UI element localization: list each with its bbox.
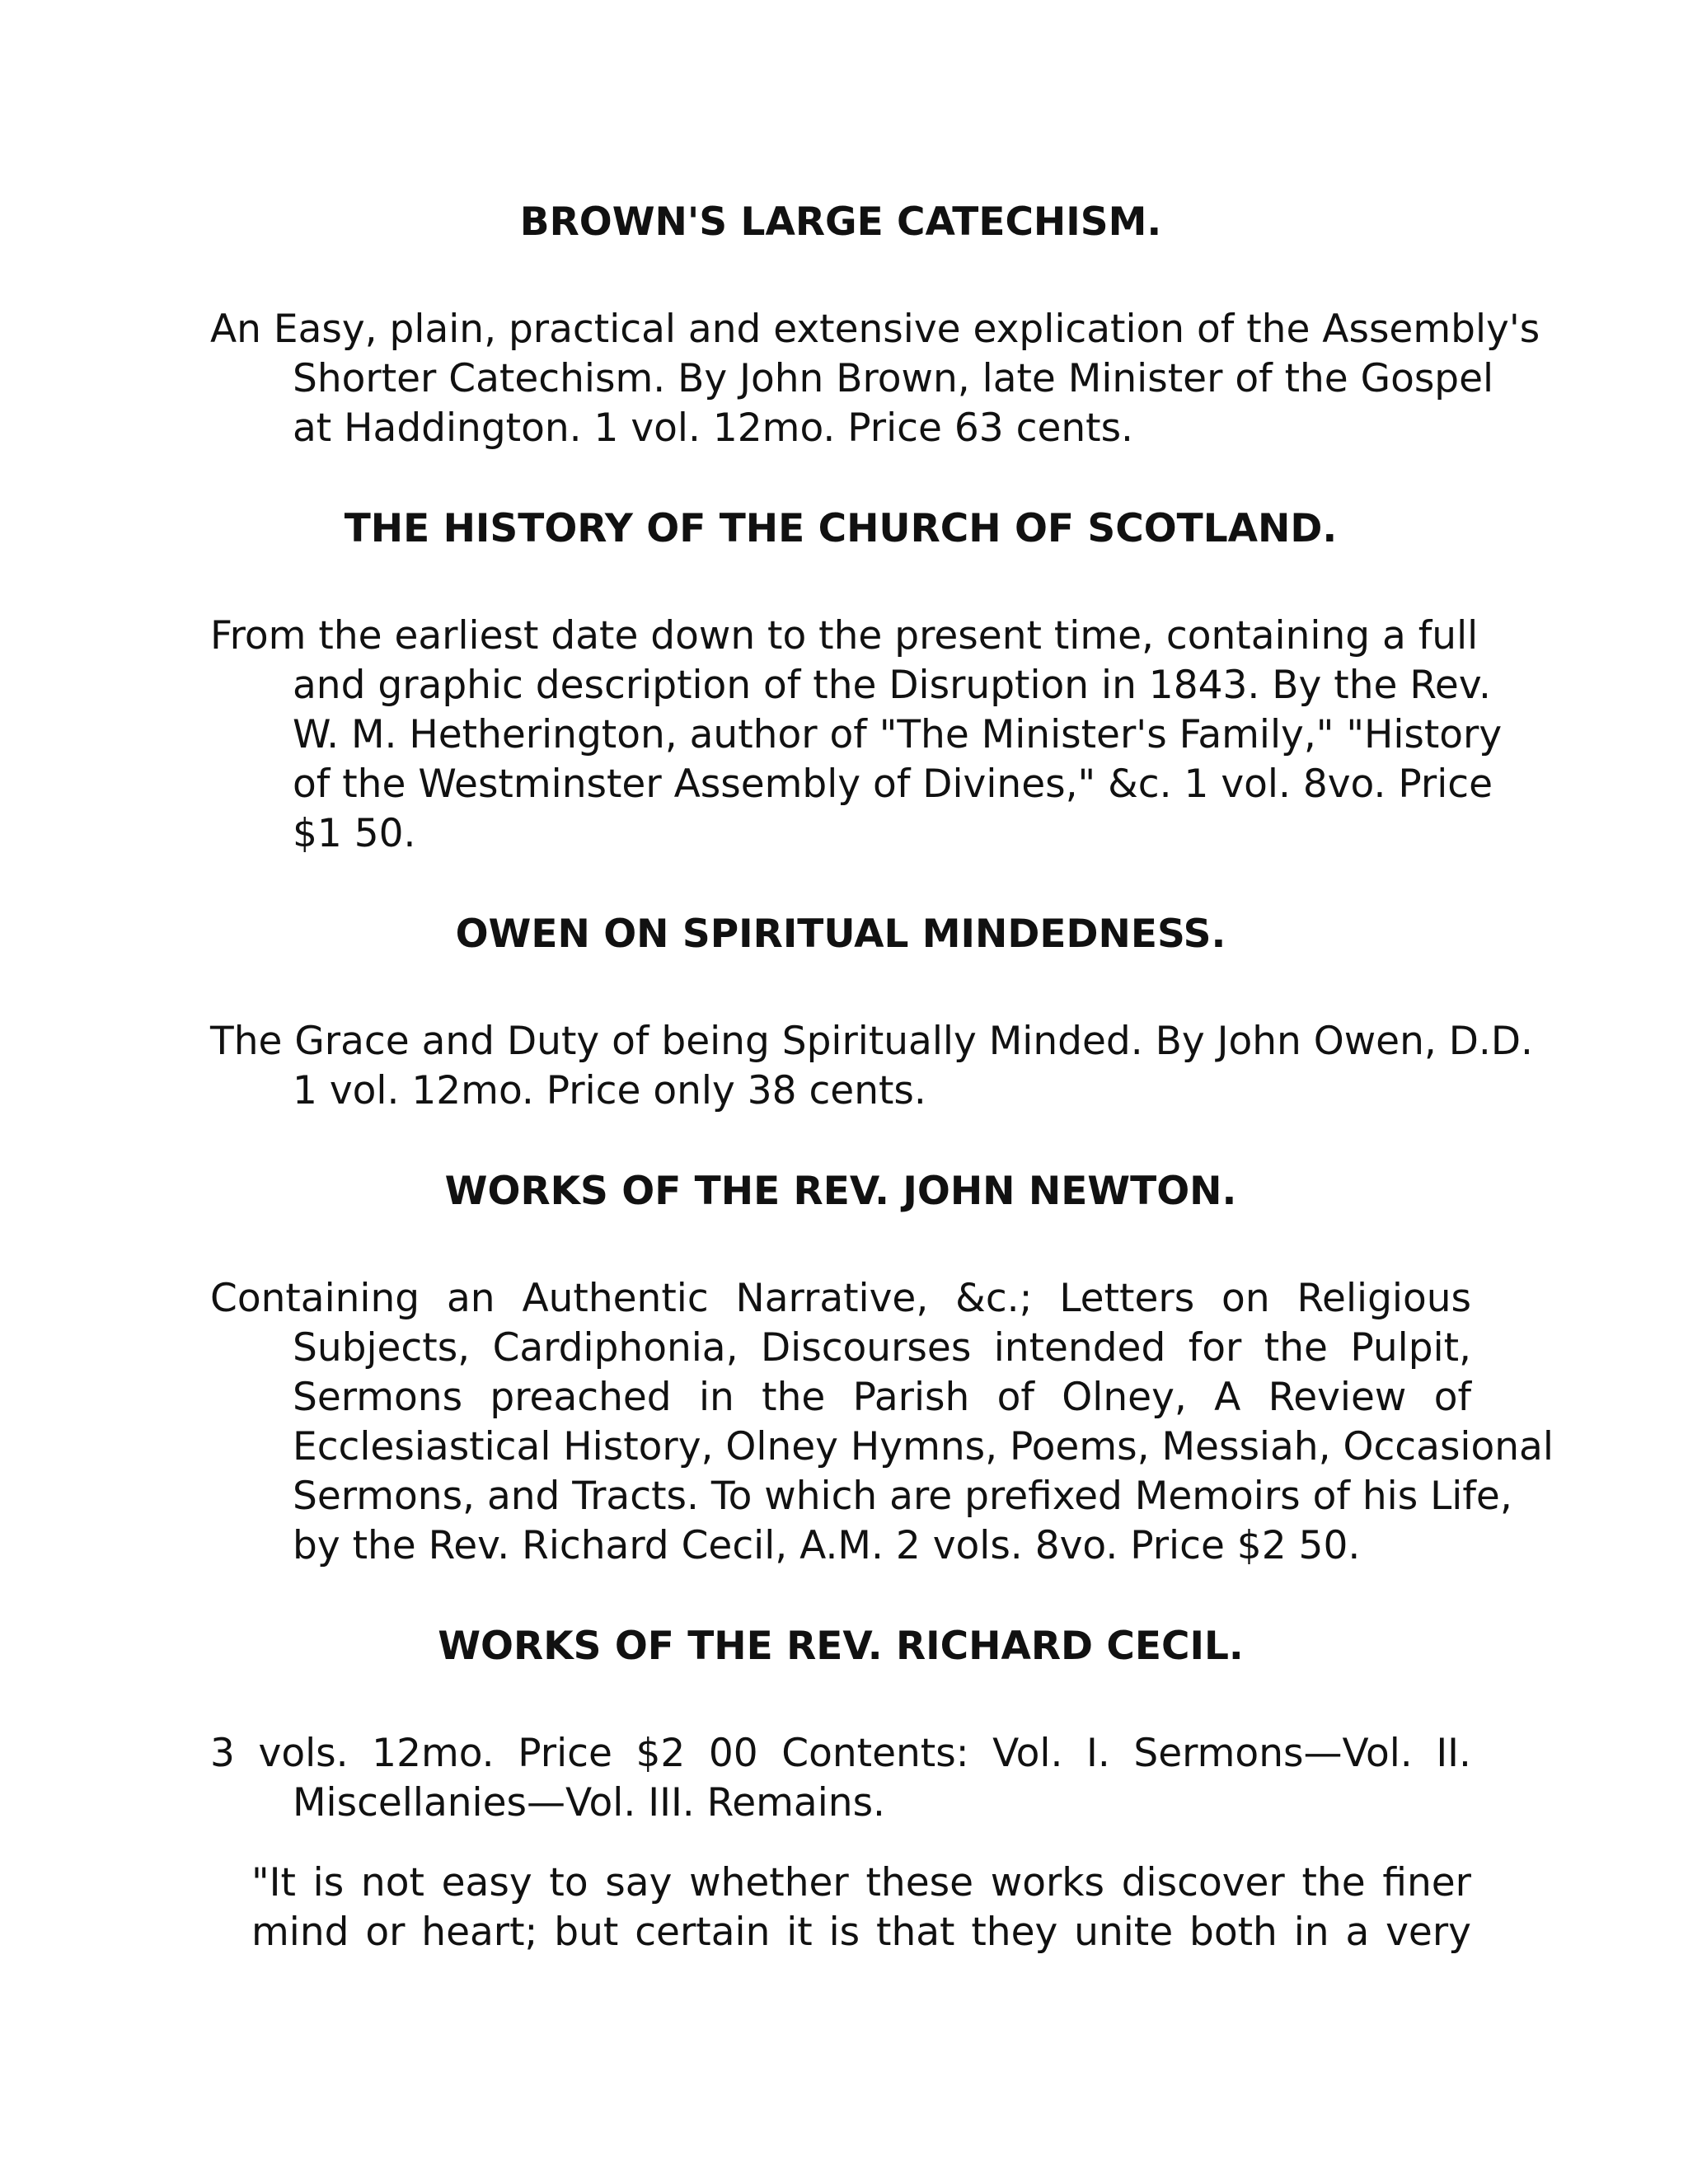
body-line: Sermons, and Tracts. To which are prefixed Memoirs of his Life, <box>293 1474 1512 1519</box>
section-body <box>210 1729 1471 1828</box>
body-line: and graphic description of the Disruption in 1843. By the Rev. <box>293 663 1491 708</box>
section-body <box>210 305 1540 453</box>
section-heading: WORKS OF THE REV. JOHN NEWTON. <box>444 1169 1237 1214</box>
body-line: 3 vols. 12mo. Price $2 00 Contents: Vol. I. Sermons—Vol. II. <box>210 1731 1471 1776</box>
body-line: W. M. Hetherington, author of "The Minister's Family," "History <box>293 712 1503 757</box>
body-line: Ecclesiastical History, Olney Hymns, Poems, Messiah, Occasional <box>293 1424 1554 1469</box>
body-line: Sermons preached in the Parish of Olney, A Review of <box>293 1375 1471 1420</box>
body-line: 1 vol. 12mo. Price only 38 cents. <box>293 1068 926 1113</box>
section-heading: OWEN ON SPIRITUAL MINDEDNESS. <box>455 912 1226 957</box>
section-heading: THE HISTORY OF THE CHURCH OF SCOTLAND. <box>344 506 1338 551</box>
body-line: Shorter Catechism. By John Brown, late Minister of the Gospel <box>293 356 1494 401</box>
section-heading: WORKS OF THE REV. RICHARD CECIL. <box>438 1624 1244 1669</box>
body-line: by the Rev. Richard Cecil, A.M. 2 vols. 8vo. Price $2 50. <box>293 1523 1361 1568</box>
body-line: at Haddington. 1 vol. 12mo. Price 63 cents. <box>293 405 1134 451</box>
section-body <box>210 612 1503 859</box>
section-body <box>210 1017 1533 1116</box>
body-line: of the Westminster Assembly of Divines," &c. 1 vol. 8vo. Price <box>293 762 1493 807</box>
body-line: From the earliest date down to the present time, containing a full <box>210 613 1479 658</box>
body-line: Subjects, Cardiphonia, Discourses intended for the Pulpit, <box>293 1325 1471 1371</box>
section-heading: BROWN'S LARGE CATECHISM. <box>519 199 1162 245</box>
body-line: The Grace and Duty of being Spiritually Minded. By John Owen, D.D. <box>210 1019 1533 1064</box>
quotation <box>251 1858 1471 1957</box>
quote-line: mind or heart; but certain it is that they unite both in a very <box>251 1910 1471 1955</box>
section-body <box>210 1274 1554 1571</box>
body-line: An Easy, plain, practical and extensive explication of the Assembly's <box>210 307 1540 352</box>
body-line: $1 50. <box>293 811 416 856</box>
body-line: Containing an Authentic Narrative, &c.; Letters on Religious <box>210 1276 1471 1321</box>
body-line: Miscellanies—Vol. III. Remains. <box>293 1780 885 1825</box>
quote-line: "It is not easy to say whether these works discover the finer <box>251 1860 1471 1905</box>
